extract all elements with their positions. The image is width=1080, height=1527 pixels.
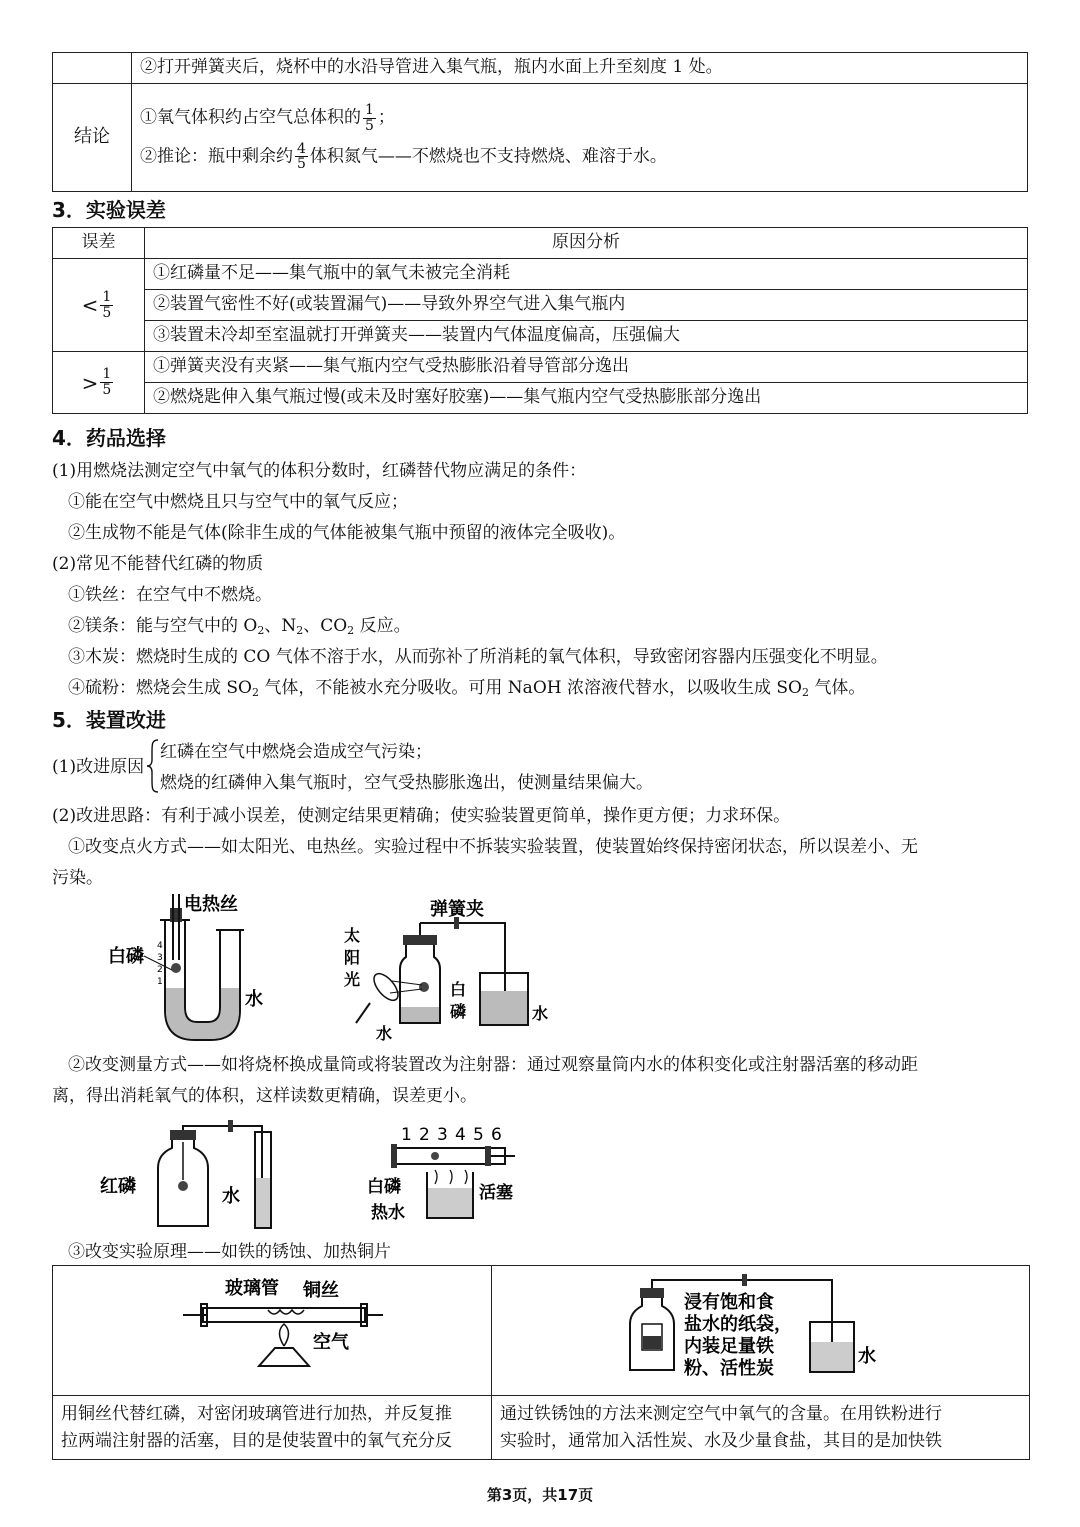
svg-text:3: 3 [157, 953, 163, 963]
svg-text:水: 水 [858, 1346, 876, 1367]
paragraph: ②镁条：能与空气中的 $O_2$、$N_2$、$CO_2$ 反应。 [68, 616, 411, 637]
paragraph: ①铁丝：在空气中不燃烧。 [68, 585, 272, 605]
error-table [52, 227, 1028, 414]
paragraph: ②生成物不能是气体(除非生成的气体能被集气瓶中预留的液体完全吸收)。 [68, 523, 626, 543]
svg-text:水: 水 [532, 1004, 549, 1023]
page-footer: 第3页，共17页 [486, 1486, 594, 1504]
copper-figure-cell [53, 1266, 492, 1396]
label-water: 水 [245, 989, 263, 1010]
svg-text:4: 4 [455, 1125, 466, 1145]
paragraph: ③木炭：燃烧时生成的 CO 气体不溶于水，从而弥补了所消耗的氧气体积，导致密闭容器内压强变化不明显。 [68, 647, 888, 667]
svg-text:水: 水 [222, 1186, 240, 1207]
error-col-header: 误差 [53, 228, 145, 259]
paragraph: ①改变点火方式——如太阳光、电热丝。实验过程中不拆装实验装置，使装置始终保持密闭状态，所以误差小、无 [68, 837, 918, 857]
reason-row: ①红磷量不足——集气瓶中的氧气未被完全消耗 [145, 259, 1028, 290]
paragraph: (1)用燃烧法测定空气中氧气的体积分数时，红磷替代物应满足的条件： [52, 461, 587, 481]
copper-description: 用铜丝代替红磷，对密闭玻璃管进行加热，并反复推 拉两端注射器的活塞，目的是使装置中的氧气充分反 [53, 1396, 492, 1460]
conclusion-table [52, 52, 1028, 192]
paragraph: ①能在空气中燃烧且只与空气中的氧气反应； [68, 492, 408, 512]
svg-text:空气: 空气 [313, 1332, 349, 1353]
svg-text:热水: 热水 [371, 1203, 405, 1223]
error-less-cell: < $\frac{1}{5}$ [53, 259, 145, 352]
svg-text:5: 5 [473, 1125, 484, 1145]
iron-rust-figure [492, 1266, 1012, 1386]
error-more-cell: > $\frac{1}{5}$ [53, 352, 145, 414]
reason-row: ③装置未冷却至室温就打开弹簧夹——装置内气体温度偏高，压强偏大 [145, 321, 1028, 352]
fraction-one-fifth: $\frac{1}{5}$ [365, 102, 374, 134]
section4-title: 4．药品选择 [52, 426, 166, 450]
svg-text:阳: 阳 [344, 948, 361, 967]
svg-text:内装足量铁: 内装足量铁 [684, 1336, 774, 1357]
paragraph: ③改变实验原理——如铁的锈蚀、加热铜片 [68, 1242, 391, 1262]
svg-text:光: 光 [344, 970, 361, 989]
reason-item: 红磷在空气中燃烧会造成空气污染； [160, 742, 432, 762]
svg-text:4: 4 [157, 941, 163, 951]
sunlight-figure [340, 895, 560, 1045]
fraction-four-fifths: $\frac{4}{5}$ [297, 140, 306, 173]
svg-text:盐水的纸袋，: 盐水的纸袋， [684, 1314, 792, 1335]
paragraph: 污染。 [52, 868, 103, 888]
cylinder-figure [100, 1108, 300, 1234]
svg-text:粉、活性炭: 粉、活性炭 [684, 1358, 774, 1379]
svg-text:水: 水 [376, 1024, 393, 1043]
reason-row: ②装置气密性不好(或装置漏气)——导致外界空气进入集气瓶内 [145, 290, 1028, 321]
svg-text:1: 1 [157, 977, 163, 987]
svg-text:白: 白 [450, 980, 467, 999]
svg-text:2: 2 [419, 1125, 430, 1145]
iron-description: 通过铁锈蚀的方法来测定空气中氧气的含量。在用铁粉进行 实验时，通常加入活性炭、水及少量食盐，其目的是加快铁 [492, 1396, 1030, 1460]
svg-text:红磷: 红磷 [100, 1176, 136, 1197]
left-brace-icon [146, 738, 160, 794]
svg-text:铜丝: 铜丝 [303, 1280, 339, 1301]
paragraph: 离，得出消耗氧气的体积，这样读数更精确，误差更小。 [52, 1086, 477, 1106]
reason-row: ②燃烧匙伸入集气瓶过慢(或未及时塞好胶塞)——集气瓶内空气受热膨胀部分逸出 [145, 383, 1028, 414]
svg-text:弹簧夹: 弹簧夹 [430, 899, 484, 920]
observation-cell: ②打开弹簧夹后，烧杯中的水沿导管进入集气瓶，瓶内水面上升至刻度 1 处。 [132, 53, 1028, 84]
section3-title: 3．实验误差 [52, 198, 166, 222]
reason-item: 燃烧的红磷伸入集气瓶时，空气受热膨胀逸出，使测量结果偏大。 [160, 773, 653, 793]
svg-text:浸有饱和食: 浸有饱和食 [684, 1292, 774, 1313]
svg-text:1: 1 [401, 1125, 412, 1145]
empty-label-cell [53, 53, 132, 84]
u-tube-figure [100, 890, 290, 1050]
svg-text:白磷: 白磷 [367, 1177, 401, 1197]
paragraph: (2)改进思路：有利于减小误差，使测定结果更精确；使实验装置更简单，操作更方便；力求环保。 [52, 806, 791, 826]
paragraph: ②改变测量方式——如将烧杯换成量筒或将装置改为注射器：通过观察量筒内水的体积变化或注射器活塞的移动距 [68, 1055, 918, 1075]
paragraph: (2)常见不能替代红磷的物质 [52, 554, 264, 574]
label-white-p: 白磷 [108, 946, 144, 967]
svg-text:3: 3 [437, 1125, 448, 1145]
section5-title: 5．装置改进 [52, 708, 166, 732]
copper-tube-figure [53, 1266, 491, 1386]
svg-text:玻璃管: 玻璃管 [225, 1278, 279, 1299]
paragraph: ④硫粉：燃烧会生成 $SO_2$ 气体，不能被水充分吸收。可用 NaOH 浓溶液代替水，以吸收生成 $SO_2$ 气体。 [68, 678, 866, 699]
reason-col-header: 原因分析 [145, 228, 1028, 259]
svg-text:6: 6 [491, 1125, 502, 1145]
svg-text:2: 2 [157, 965, 163, 975]
reason-label: (1)改进原因 [52, 757, 145, 777]
conclusion-content: ①氧气体积约占空气总体积的 $\frac{1}{5}$ ； ②推论：瓶中剩余约 $\frac{4}{5}$ 体积氮气——不燃烧也不支持燃烧、难溶于水。 [132, 84, 1028, 192]
syringe-figure [365, 1118, 535, 1234]
label-wire: 电热丝 [184, 894, 238, 915]
principle-table [52, 1265, 1030, 1460]
svg-text:活塞: 活塞 [479, 1183, 513, 1203]
svg-text:太: 太 [344, 926, 361, 945]
svg-text:磷: 磷 [450, 1002, 467, 1021]
reason-row: ①弹簧夹没有夹紧——集气瓶内空气受热膨胀沿着导管部分逸出 [145, 352, 1028, 383]
conclusion-label: 结论 [53, 84, 132, 192]
iron-figure-cell [492, 1266, 1030, 1396]
